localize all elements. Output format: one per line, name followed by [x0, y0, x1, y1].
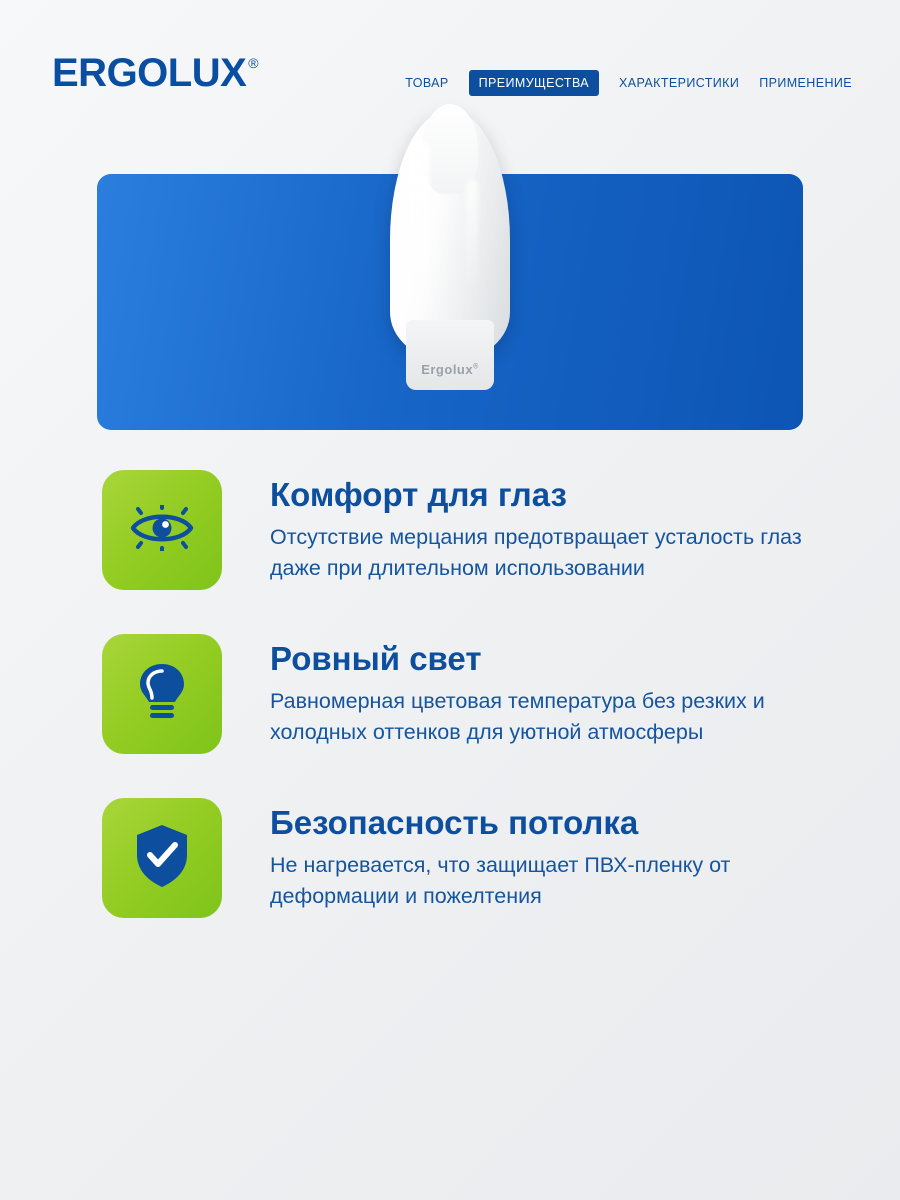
- bulb-highlight-left: [408, 140, 430, 290]
- nav-item-preimushchestva[interactable]: ПРЕИМУЩЕСТВА: [469, 70, 599, 96]
- feature-text-block: [270, 634, 830, 748]
- feature-title: Ровный свет: [270, 640, 482, 677]
- feature-text-block: [270, 798, 830, 912]
- bulb-brand-label: [370, 362, 530, 377]
- feature-text-block: [270, 470, 830, 584]
- feature-item: [0, 798, 900, 918]
- eye-icon: [129, 505, 195, 556]
- feature-title: Комфорт для глаз: [270, 476, 567, 513]
- feature-icon-tile: [102, 470, 222, 590]
- page-header: [0, 48, 900, 104]
- product-bulb-image: [370, 110, 530, 440]
- nav-item-tovar[interactable]: ТОВАР: [405, 76, 449, 90]
- registered-mark: ®: [248, 55, 259, 71]
- bulb-base: [406, 320, 494, 390]
- lightbulb-icon: [134, 660, 190, 729]
- brand-logo: [52, 52, 259, 94]
- feature-description: Не нагревается, что защищает ПВХ-пленку от деформации и пожелтения: [270, 853, 731, 908]
- hero-banner: [97, 174, 803, 430]
- feature-item: [0, 470, 900, 590]
- brand-name: ERGOLUX: [52, 51, 247, 95]
- feature-item: [0, 634, 900, 754]
- features-list: [0, 470, 900, 962]
- nav-item-harakteristiki[interactable]: ХАРАКТЕРИСТИКИ: [619, 76, 740, 90]
- shield-check-icon: [133, 823, 191, 894]
- main-nav: [405, 70, 852, 96]
- feature-icon-tile: [102, 634, 222, 754]
- feature-description: Отсутствие мерцания предотвращает усталость глаз даже при длительном использовании: [270, 525, 802, 580]
- nav-item-primenenie[interactable]: ПРИМЕНЕНИЕ: [759, 76, 852, 90]
- bulb-brand-text: Ergolux: [421, 362, 474, 377]
- feature-description: Равномерная цветовая температура без резких и холодных оттенков для уютной атмосферы: [270, 689, 765, 744]
- bulb-brand-mark: ®: [473, 363, 479, 371]
- feature-title: Безопасность потолка: [270, 804, 639, 841]
- feature-icon-tile: [102, 798, 222, 918]
- bulb-highlight-right: [466, 180, 478, 290]
